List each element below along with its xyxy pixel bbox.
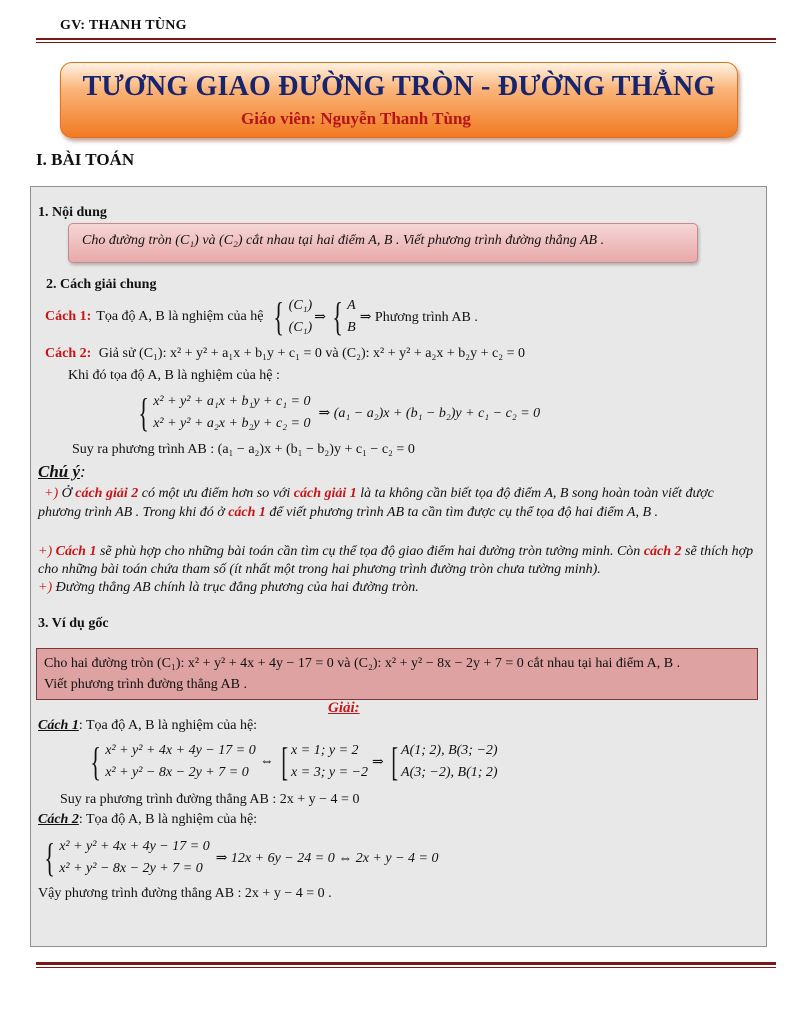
note-text: sẽ thích hợp cho những bài toán chứa tham số (ít nhất một trong hai phương trình đường tròn chưa tường minh). [38,544,754,577]
method2-row [45,346,525,362]
brace-icon: { [44,835,55,880]
note-text: Ở [58,486,76,501]
footer-rule-thick [36,962,776,965]
bracket-icon: [ [391,739,398,784]
heading-noi-dung: 1. Nội dung [38,205,107,220]
header-rule-thin [36,42,776,43]
note-colon: : [80,462,86,481]
method1-sys-a: (C₁) [288,298,313,313]
note-paragraph-1 [38,484,760,522]
method1-sys-b: (C₁) [288,320,313,335]
method1-res-b: B [347,320,356,335]
brace-icon: { [273,294,285,339]
example-method2-label: Cách 2 [38,812,79,827]
header-teacher: GV: THANH TÙNG [60,18,187,33]
example-method1-conclusion: Suy ra phương trình đường thẳng AB : 2x + y − 4 = 0 [60,792,360,807]
equivalent-icon: ⇔ [259,754,274,769]
solution-label: Giải: [328,700,360,716]
problem-statement: Cho đường tròn (C₁) và (C₂) cắt nhau tại hai điểm A, B . Viết phương trình đường thẳng AB . [82,233,605,248]
method2-text: Giả sử (C₁): x² + y² + a₁x + b₁y + c₁ = 0 và (C₂): x² + y² + a₂x + b₂y + c₂ = 0 [98,346,525,361]
example-points-b: A(3; −2), B(1; 2) [401,765,498,780]
method1-text: Tọa độ A, B là nghiệm của hệ [96,309,264,324]
example-sys-a: x² + y² + 4x + 4y − 17 = 0 [105,743,256,758]
method1-res-a: A [347,298,356,313]
method2-sys-b: x² + y² + a₂x + b₂y + c₂ = 0 [153,416,311,431]
example2-result: ⇒ 12x + 6y − 24 = 0 ⇔ 2x + y − 4 = 0 [215,850,439,866]
example-method2-system [40,834,438,882]
example-problem [44,653,756,695]
bullet-plus: +) [38,580,53,595]
method2-sys-result: ⇒ (a₁ − a₂)x + (b₁ − b₂)y + c₁ − c₂ = 0 [318,405,541,421]
note-text: để viết phương trình AB ta cần tìm được cụ thể tọa độ hai điểm A, B . [265,505,659,520]
example2-sys-a: x² + y² + 4x + 4y − 17 = 0 [59,839,210,854]
example-method2-text: : Tọa độ A, B là nghiệm của hệ: [78,812,258,827]
note-text: là ta không cần biết tọa độ điểm A, B song hoàn toàn viết được phương trình AB . Trong khi đó ở [38,486,714,520]
brace-icon: { [90,739,101,784]
note-text: có một ưu điểm hơn so với [138,486,294,501]
example-sol-b: x = 3; y = −2 [291,765,368,780]
method2-line2: Khi đó tọa độ A, B là nghiệm của hệ : [68,368,280,383]
implies-icon: ⇒ [371,754,384,770]
heading-cach-giai: 2. Cách giải chung [46,277,157,292]
bullet-plus: +) [38,544,53,559]
note-highlight: cách 1 [228,505,266,520]
brace-icon: { [332,294,343,339]
method2-conclusion: Suy ra phương trình AB : (a₁ − a₂)x + (b₁ − b₂)y + c₁ − c₂ = 0 [72,442,415,457]
example-problem-line2: Viết phương trình đường thẳng AB . [44,677,247,692]
example-problem-line1: Cho hai đường tròn (C₁): x² + y² + 4x + 4y − 17 = 0 và (C₂): x² + y² − 8x − 2y + 7 = 0 cắt nhau tại hai điểm A, B . [44,656,681,671]
footer-rule-thin [36,967,776,968]
title-banner [60,62,738,138]
example-method1-system [86,738,498,786]
page-subtitle: Giáo viên: Nguyễn Thanh Tùng [241,109,471,128]
method2-system [134,390,540,436]
header-rule-thick [36,38,776,40]
example-method1-label: Cách 1 [38,718,79,733]
note-paragraph-3 [38,580,419,596]
example-method1-text: : Tọa độ A, B là nghiệm của hệ: [78,718,258,733]
page-title: TƯƠNG GIAO ĐƯỜNG TRÒN - ĐƯỜNG THẲNG [82,71,716,102]
method2-sys-a: x² + y² + a₁x + b₁y + c₁ = 0 [153,394,311,409]
bracket-icon: [ [281,739,288,784]
example-sol-a: x = 1; y = 2 [291,743,359,758]
note-text: sẽ phù hợp cho những bài toán cần tìm cụ thể tọa độ giao điểm hai đường tròn tường minh. Còn [96,544,644,559]
note-heading: Chú ý [38,462,81,481]
section-heading: I. BÀI TOÁN [36,150,135,169]
note-text: Đường thẳng AB chính là trục đẳng phương của hai đường tròn. [52,580,419,595]
example-final-answer: Vậy phương trình đường thẳng AB : 2x + y − 4 = 0 . [38,886,332,901]
note-heading-row [38,462,86,482]
method1-system [269,295,477,339]
example2-sys-b: x² + y² − 8x − 2y + 7 = 0 [59,861,203,876]
method2-label: Cách 2: [45,346,92,361]
method1-row [45,294,478,340]
example-sys-b: x² + y² − 8x − 2y + 7 = 0 [105,765,249,780]
example-method1-row [38,718,257,734]
bullet-plus: +) [44,486,59,501]
note-highlight: Cách 1 [52,544,97,559]
note-paragraph-2 [38,543,760,579]
method1-tail: ⇒ Phương trình AB . [359,309,478,325]
heading-vi-du: 3. Ví dụ gốc [38,616,109,631]
example-method2-row [38,812,257,828]
method1-label: Cách 1: [45,309,92,324]
note-highlight: cách giải 1 [293,486,357,501]
note-highlight: cách giải 2 [75,486,139,501]
brace-icon: { [138,390,149,435]
note-highlight: cách 2 [643,544,682,559]
implies-icon: ⇒ [314,309,326,325]
example-points-a: A(1; 2), B(3; −2) [401,743,498,758]
